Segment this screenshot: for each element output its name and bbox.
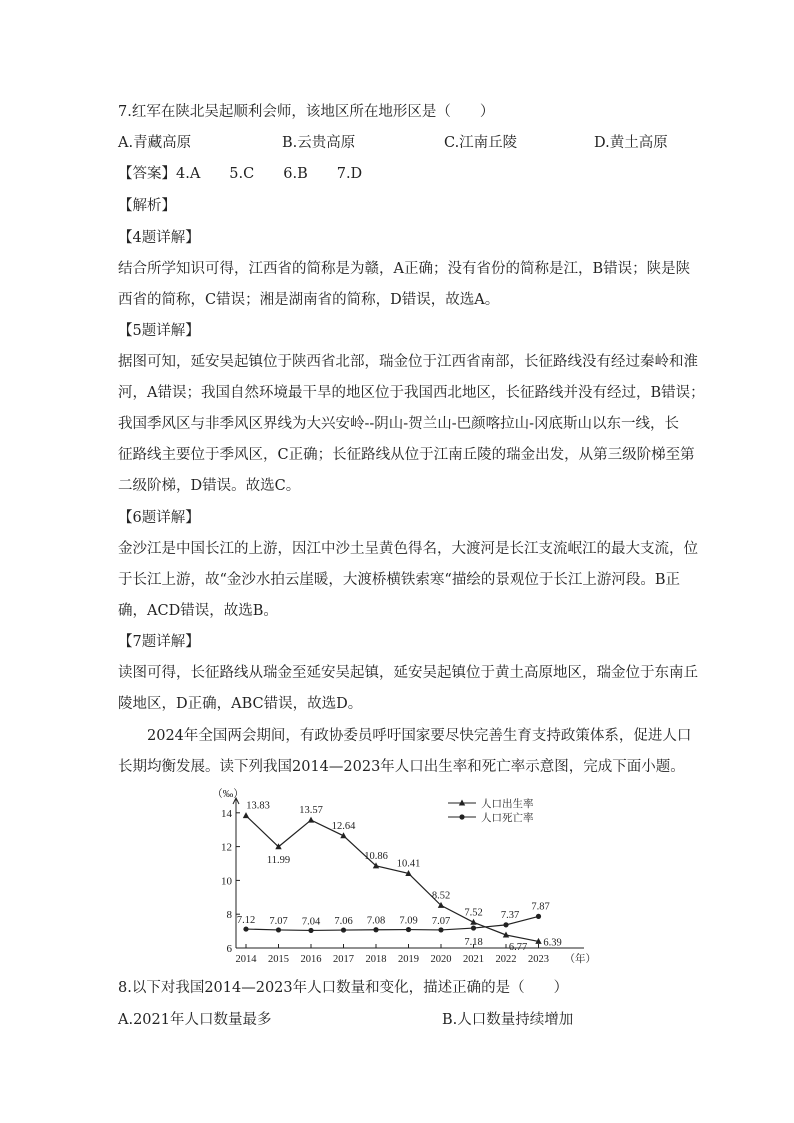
y-tick-label: 12 [221, 841, 232, 854]
birth-rate-label: 12.64 [331, 820, 356, 832]
q5-line-1: 据图可知，延安吴起镇位于陕西省北部，瑞金位于江西省南部，长征路线没有经过秦岭和淮 [118, 354, 698, 370]
death-rate-point [471, 925, 476, 930]
death-rate-label: 7.06 [334, 916, 353, 928]
series-line-birth [246, 816, 539, 942]
q6-line-2: 于长江上游，故“金沙水拍云崖暖，大渡桥横铁索寒“描绘的景观位于长江上游河段。B正 [118, 572, 680, 588]
y-tick-label: 6 [226, 943, 232, 955]
death-rate-label: 7.09 [399, 915, 418, 927]
q4-line-2: 西省的简称，C错误；湘是湖南省的简称，D错误，故选A。 [118, 292, 500, 308]
death-rate-point [503, 922, 508, 927]
birth-death-rate-chart [196, 788, 596, 968]
death-rate-point [406, 927, 411, 932]
x-tick-label: 2019 [398, 954, 419, 965]
q7-option-b: B.云贵高原 [282, 135, 356, 151]
death-rate-label: 7.04 [301, 916, 321, 928]
answer-line: 【答案】4.A 5.C 6.B 7.D [118, 166, 363, 182]
q5-line-5: 二级阶梯，D错误。故选C。 [118, 478, 301, 494]
birth-rate-label: 10.41 [396, 858, 421, 870]
x-tick-label: 2018 [365, 954, 387, 965]
birth-rate-label: 13.57 [299, 805, 323, 817]
x-tick-label: 2022 [495, 954, 517, 965]
q8-option-b: B.人口数量持续增加 [442, 1012, 574, 1028]
death-rate-label: 7.08 [366, 915, 386, 927]
q7-detail-line-1: 读图可得，长征路线从瑞金至延安吴起镇，延安吴起镇位于黄土高原地区，瑞金位于东南丘 [118, 665, 698, 681]
birth-rate-label: 10.86 [364, 850, 388, 862]
q7-option-c: C.江南丘陵 [444, 135, 518, 151]
birth-rate-label: 13.83 [246, 800, 270, 812]
q7-detail-line-2: 陵地区，D正确，ABC错误，故选D。 [118, 696, 363, 712]
y-tick-label: 10 [221, 875, 232, 888]
death-rate-label: 7.18 [464, 937, 483, 949]
x-tick-label: 2023 [528, 954, 549, 965]
birth-rate-label: 6.39 [543, 937, 562, 949]
death-rate-point [373, 927, 378, 932]
q7-stem: 7.红军在陕北吴起顺利会师，该地区所在地形区是（ ） [118, 104, 495, 120]
death-rate-point [341, 927, 346, 932]
q5-line-3: 我国季风区与非季风区界线为大兴安岭--阴山-贺兰山-巴颜喀拉山-冈底斯山以东一线，长 [118, 416, 679, 432]
x-tick-label: 2015 [268, 954, 289, 965]
death-rate-point [276, 927, 281, 932]
legend-birth-label: 人口出生率 [481, 799, 534, 810]
q6-title: 【6题详解】 [118, 510, 200, 526]
y-tick-label: 14 [221, 807, 232, 820]
legend-death-marker [459, 814, 464, 819]
birth-rate-label: 7.52 [464, 907, 483, 919]
x-tick-label: 2014 [235, 954, 257, 965]
q7-detail-title: 【7题详解】 [118, 634, 200, 650]
y-axis-label: （‰） [212, 789, 244, 800]
death-rate-point [243, 926, 248, 931]
death-rate-label: 7.37 [500, 909, 520, 921]
death-rate-label: 7.07 [269, 915, 288, 927]
q4-line-1: 结合所学知识可得，江西省的简称是为赣，A正确；没有省份的简称是江，B错误；陕是陕 [118, 261, 691, 277]
q5-title: 【5题详解】 [118, 323, 200, 339]
q6-line-1: 金沙江是中国长江的上游，因江中沙土呈黄色得名，大渡河是长江支流岷江的最大支流，位 [118, 541, 698, 557]
analysis-heading: 【解析】 [118, 198, 176, 214]
x-axis-label: （年） [564, 954, 596, 965]
birth-rate-point [308, 817, 314, 823]
death-rate-label: 7.07 [431, 915, 451, 927]
death-rate-point [536, 914, 541, 919]
death-rate-label: 7.12 [236, 915, 256, 927]
death-rate-point [438, 927, 443, 932]
q4-title: 【4题详解】 [118, 230, 200, 246]
birth-rate-label: 6.77 [508, 941, 528, 953]
birth-rate-label: 8.52 [431, 890, 451, 902]
q8-option-a: A.2021年人口数量最多 [118, 1012, 272, 1028]
death-rate-point [308, 928, 313, 933]
q5-line-4: 征路线主要位于季风区，C正确；长征路线从位于江南丘陵的瑞金出发，从第三级阶梯至第 [118, 447, 695, 463]
birth-rate-point [243, 812, 249, 818]
birth-rate-label: 11.99 [266, 854, 291, 866]
q8-stem: 8.以下对我国2014—2023年人口数量和变化，描述正确的是（ ） [118, 980, 569, 996]
legend-death-label: 人口死亡率 [481, 813, 534, 824]
intro-line-1: 2024年全国两会期间，有政协委员呼吁国家要尽快完善生育支持政策体系，促进人口 [118, 728, 692, 744]
q7-option-a: A.青藏高原 [118, 135, 192, 151]
q5-line-2: 河，A错误；我国自然环境最干旱的地区位于我国西北地区，长征路线并没有经过，B错误； [118, 385, 705, 401]
series-line-death [246, 916, 539, 930]
death-rate-label: 7.87 [531, 901, 550, 913]
q7-option-d: D.黄土高原 [594, 135, 668, 151]
y-tick-label: 8 [226, 909, 232, 922]
x-tick-label: 2021 [463, 954, 484, 965]
intro-line-2: 长期均衡发展。读下列我国2014—2023年人口出生率和死亡率示意图，完成下面小题。 [118, 759, 685, 775]
x-tick-label: 2017 [333, 954, 354, 965]
x-tick-label: 2016 [300, 954, 322, 965]
x-tick-label: 2020 [430, 954, 452, 965]
q6-line-3: 确，ACD错误，故选B。 [118, 603, 278, 619]
